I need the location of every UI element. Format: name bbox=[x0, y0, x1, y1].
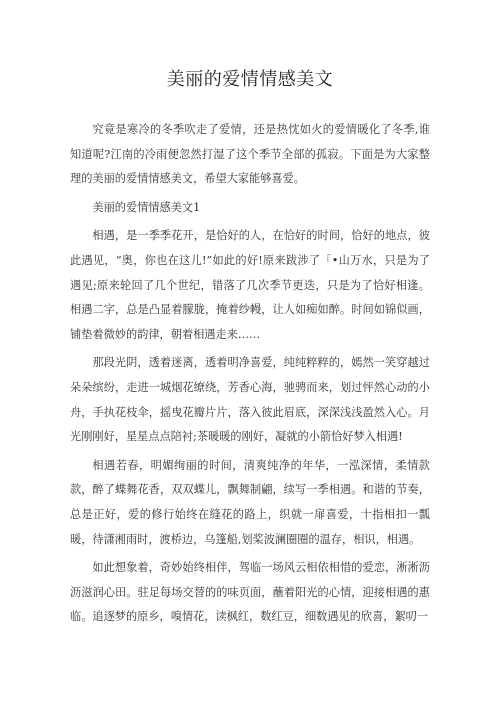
document-title: 美丽的爱情情感美文 bbox=[166, 69, 334, 90]
body-paragraph-3: 相遇若春，明媚绚丽的时间，清爽纯净的年华，一泓深情，柔情款款，醉了蝶舞花香，双双蝶儿，飘舞制翩，续写一季相遇。和谐的节奏，总是正好，爱的修行始终在缝花的路上，织就一扉喜爱，十指相扣一瓢暖，待潇湘雨时，渡桥边，乌篷船,划桨波澜圈圈的温存，相识，相遇。 bbox=[70, 458, 430, 546]
body-paragraph-2: 那段光阴，透着迷离，透着明净喜爱，纯纯粹粹的，嫣然一笑穿越过朵朵缤纷，走进一城烟花缭绕，芳香心海，驰骋而来，划过怦然心动的小舟，手执花枝伞，摇曳花瓣片片，落入彼此眉底，深深浅浅盈然入心。月光刚刚好，星星点点陪衬;茶暖暖的刚好，凝就的小箭恰好梦入相遇! bbox=[70, 356, 430, 444]
section-heading: 美丽的爱情情感美文1 bbox=[92, 200, 201, 214]
body-paragraph-4: 如此想象着，奇妙始终相伴，驾临一场风云相依相惜的爱恋，淅淅沥沥滋润心田。驻足每场交替的的味页面，蘸着阳光的心情，迎接相遇的惠临。追逐梦的原乡，嗅情花，读枫红，数红豆，细数遇见的欣喜，絮叨一 bbox=[70, 561, 430, 624]
intro-paragraph: 究竟是寒冷的冬季吹走了爱情，还是热忱如火的爱情暖化了冬季,谁知道呢?江南的冷雨便忽然打湿了这个季节全部的孤寂。下面是为大家整理的美丽的爱情情感美文，希望大家能够喜爱。 bbox=[70, 123, 430, 186]
body-paragraph-1: 相遇，是一季季花开，是恰好的人，在恰好的时间，恰好的地点，彼此遇见，“奥，你也在这儿!”如此的好!原来跋涉了「•山万水，只是为了遇见;原来轮回了几个世纪，错落了几次季节更迭，只是为了恰好相逢。相遇二字，总是凸显着朦胧，掩着纱幔，让人如痴如醉。时间如锦似画，铺垫着微妙的韵律，朝着相遇走来…… bbox=[70, 229, 430, 341]
